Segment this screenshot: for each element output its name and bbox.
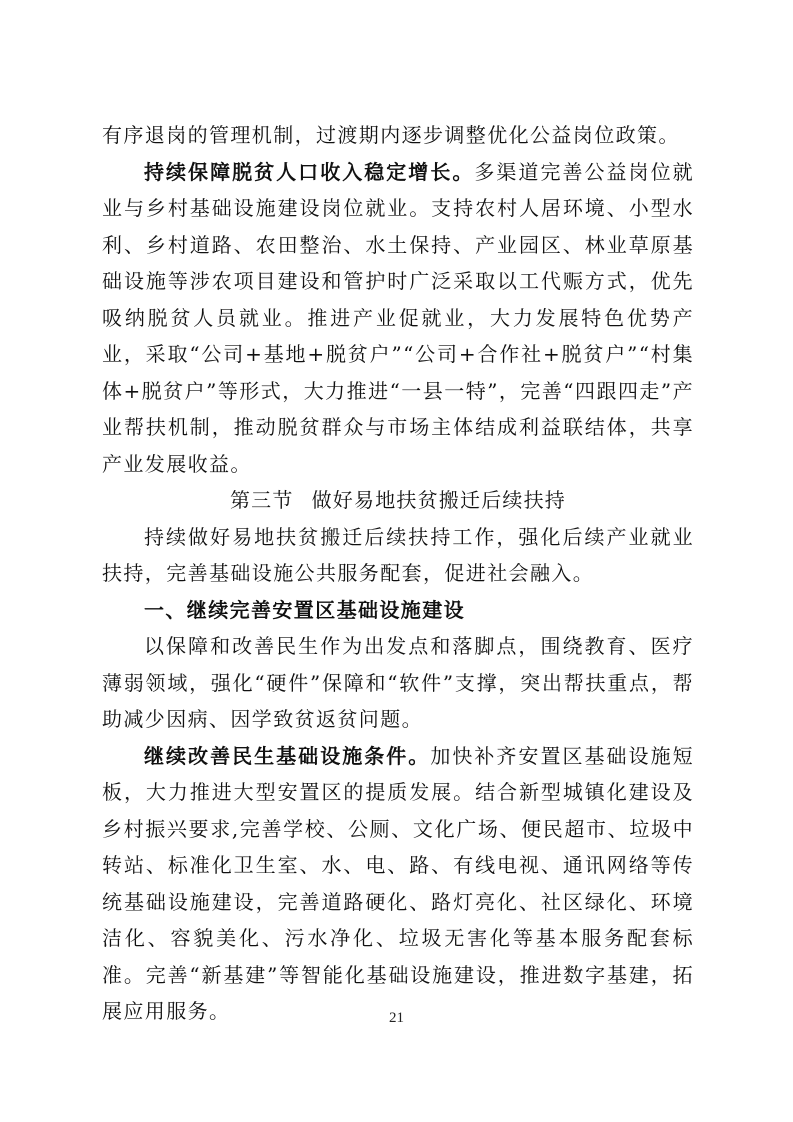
paragraph-relocation-support: 持续做好易地扶贫搬迁后续扶持工作，强化后续产业就业扶持，完善基础设施公共服务配套，促进社会融入。	[102, 524, 694, 585]
paragraph-lead-infrastructure: 继续改善民生基础设施条件。	[144, 743, 431, 768]
paragraph-infrastructure-conditions	[102, 738, 694, 1030]
section-number: 第三节	[229, 488, 294, 512]
paragraph-lead-income-growth: 持续保障脱贫人口收入稳定增长。	[144, 159, 475, 184]
paragraph-income-growth	[102, 154, 694, 483]
page-number: 21	[389, 1010, 404, 1026]
paragraph-body-infrastructure: 加快补齐安置区基础设施短板，大力推进大型安置区的提质发展。结合新型城镇化建设及乡村振兴要求,完善学校、公厕、文化广场、便民超市、垃圾中转站、标准化卫生室、水、电、路、有线电视、通讯网络等传统基础设施建设，完善道路硬化、路灯亮化、社区绿化、环境洁化、容貌美化、污水净化、垃圾无害化等基本服务配套标准。完善“新基建”等智能化基础设施建设，推进数字基建，拓展应用服务。	[102, 743, 694, 1023]
section-heading	[102, 482, 694, 519]
paragraph-continued: 有序退岗的管理机制，过渡期内逐步调整优化公益岗位政策。	[102, 123, 680, 147]
paragraph-body-income-growth: 多渠道完善公益岗位就业与乡村基础设施建设岗位就业。支持农村人居环境、小型水利、乡村道路、农田整治、水土保持、产业园区、林业草原基础设施等涉农项目建设和管护时广泛采取以工代赈方式，优先吸纳脱贫人员就业。推进产业促就业，大力发展特色优势产业，采取“公司+基地+脱贫户”“公司+合作社+脱贫户”“村集体+脱贫户”等形式，大力推进“一县一特”，完善“四跟四走”产业帮扶机制，推动脱贫群众与市场主体结成利益联结体，共享产业发展收益。	[102, 159, 694, 476]
body-text	[102, 117, 694, 1030]
section-title: 做好易地扶贫搬迁后续扶持	[311, 488, 566, 512]
subheading-infrastructure: 一、继续完善安置区基础设施建设	[144, 597, 465, 622]
paragraph-livelihood: 以保障和改善民生作为出发点和落脚点，围绕教育、医疗薄弱领域，强化“硬件”保障和“软件”支撑，突出帮扶重点，帮助减少因病、因学致贫返贫问题。	[102, 634, 694, 731]
